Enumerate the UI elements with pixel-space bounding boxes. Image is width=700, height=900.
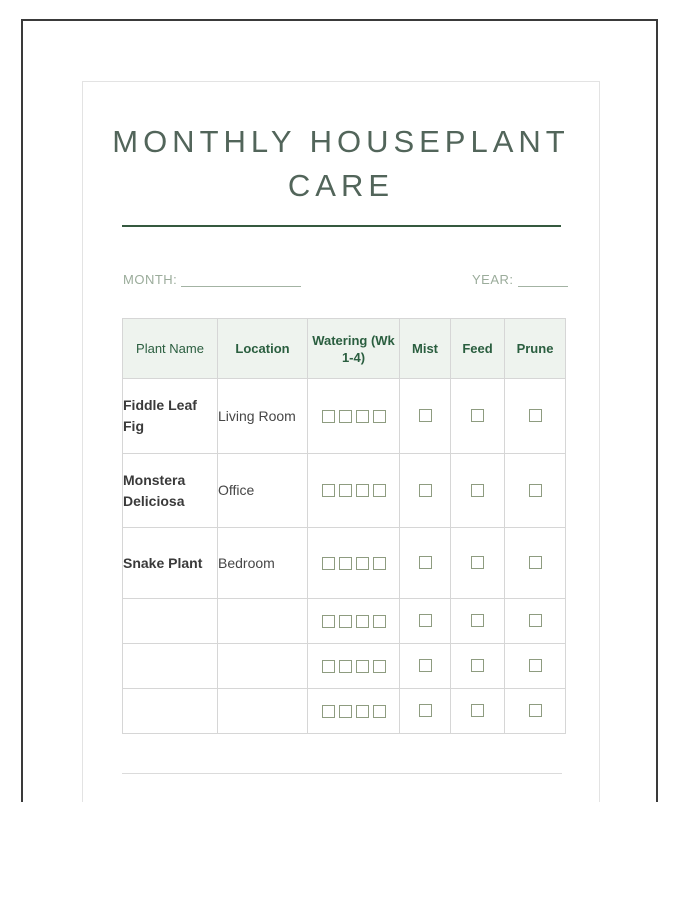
watering-cell xyxy=(308,689,400,734)
watering-week1-checkbox[interactable] xyxy=(322,557,335,570)
watering-checkbox-group xyxy=(308,660,399,673)
plant-name-cell[interactable]: Monstera Deliciosa xyxy=(123,454,218,528)
watering-week3-checkbox[interactable] xyxy=(356,705,369,718)
mist-cell xyxy=(400,644,451,689)
watering-cell xyxy=(308,379,400,454)
header-watering: Watering (Wk 1-4) xyxy=(308,319,400,379)
bottom-divider xyxy=(122,773,562,774)
plant-name-cell[interactable] xyxy=(123,689,218,734)
watering-cell xyxy=(308,599,400,644)
watering-week4-checkbox[interactable] xyxy=(373,615,386,628)
title-divider xyxy=(122,225,561,227)
watering-checkbox-group xyxy=(308,484,399,497)
location-cell[interactable]: Office xyxy=(218,454,308,528)
mist-checkbox[interactable] xyxy=(419,659,432,672)
year-field xyxy=(472,271,568,287)
feed-cell xyxy=(451,644,505,689)
watering-week2-checkbox[interactable] xyxy=(339,705,352,718)
prune-cell xyxy=(505,689,566,734)
watering-week1-checkbox[interactable] xyxy=(322,660,335,673)
header-mist: Mist xyxy=(400,319,451,379)
plant-name-cell[interactable]: Fiddle Leaf Fig xyxy=(123,379,218,454)
watering-week1-checkbox[interactable] xyxy=(322,705,335,718)
table-header-row xyxy=(123,319,566,379)
watering-week1-checkbox[interactable] xyxy=(322,484,335,497)
header-prune: Prune xyxy=(505,319,566,379)
location-cell[interactable] xyxy=(218,599,308,644)
feed-cell xyxy=(451,454,505,528)
table-row xyxy=(123,528,566,599)
watering-week2-checkbox[interactable] xyxy=(339,484,352,497)
watering-week1-checkbox[interactable] xyxy=(322,410,335,423)
feed-cell xyxy=(451,379,505,454)
prune-checkbox[interactable] xyxy=(529,659,542,672)
feed-cell xyxy=(451,528,505,599)
location-cell[interactable] xyxy=(218,689,308,734)
watering-week3-checkbox[interactable] xyxy=(356,557,369,570)
plant-name-cell[interactable]: Snake Plant xyxy=(123,528,218,599)
mist-cell xyxy=(400,528,451,599)
mist-cell xyxy=(400,599,451,644)
watering-checkbox-group xyxy=(308,705,399,718)
mist-checkbox[interactable] xyxy=(419,409,432,422)
watering-cell xyxy=(308,528,400,599)
watering-checkbox-group xyxy=(308,615,399,628)
prune-checkbox[interactable] xyxy=(529,556,542,569)
feed-checkbox[interactable] xyxy=(471,704,484,717)
mist-checkbox[interactable] xyxy=(419,556,432,569)
feed-cell xyxy=(451,599,505,644)
location-cell[interactable] xyxy=(218,644,308,689)
prune-cell xyxy=(505,454,566,528)
mist-cell xyxy=(400,379,451,454)
prune-cell xyxy=(505,599,566,644)
watering-week2-checkbox[interactable] xyxy=(339,410,352,423)
prune-cell xyxy=(505,644,566,689)
watering-cell xyxy=(308,454,400,528)
page-title-line1: MONTHLY HOUSEPLANT xyxy=(112,124,570,159)
watering-week4-checkbox[interactable] xyxy=(373,660,386,673)
table-row xyxy=(123,454,566,528)
mist-cell xyxy=(400,454,451,528)
watering-week2-checkbox[interactable] xyxy=(339,557,352,570)
prune-checkbox[interactable] xyxy=(529,704,542,717)
prune-checkbox[interactable] xyxy=(529,409,542,422)
table-row xyxy=(123,644,566,689)
mist-checkbox[interactable] xyxy=(419,484,432,497)
watering-week3-checkbox[interactable] xyxy=(356,484,369,497)
watering-week1-checkbox[interactable] xyxy=(322,615,335,628)
year-label: YEAR: xyxy=(472,272,514,287)
header-plant-name: Plant Name xyxy=(123,319,218,379)
table-row xyxy=(123,599,566,644)
mist-checkbox[interactable] xyxy=(419,704,432,717)
feed-checkbox[interactable] xyxy=(471,556,484,569)
watering-week2-checkbox[interactable] xyxy=(339,615,352,628)
header-location: Location xyxy=(218,319,308,379)
watering-week3-checkbox[interactable] xyxy=(356,660,369,673)
location-cell[interactable]: Bedroom xyxy=(218,528,308,599)
month-label: MONTH: xyxy=(123,272,178,287)
watering-week2-checkbox[interactable] xyxy=(339,660,352,673)
location-cell[interactable]: Living Room xyxy=(218,379,308,454)
page-title xyxy=(82,120,600,208)
watering-week3-checkbox[interactable] xyxy=(356,410,369,423)
year-fill-line[interactable] xyxy=(518,271,568,287)
feed-checkbox[interactable] xyxy=(471,614,484,627)
prune-cell xyxy=(505,379,566,454)
table-row xyxy=(123,689,566,734)
plant-name-cell[interactable] xyxy=(123,599,218,644)
watering-cell xyxy=(308,644,400,689)
plant-care-table xyxy=(122,318,566,734)
watering-week4-checkbox[interactable] xyxy=(373,484,386,497)
feed-cell xyxy=(451,689,505,734)
mist-checkbox[interactable] xyxy=(419,614,432,627)
mist-cell xyxy=(400,689,451,734)
watering-week4-checkbox[interactable] xyxy=(373,557,386,570)
month-field xyxy=(123,271,301,287)
watering-week4-checkbox[interactable] xyxy=(373,705,386,718)
table-row xyxy=(123,379,566,454)
plant-name-cell[interactable] xyxy=(123,644,218,689)
feed-checkbox[interactable] xyxy=(471,659,484,672)
watering-week4-checkbox[interactable] xyxy=(373,410,386,423)
page-title-line2: CARE xyxy=(287,168,395,203)
watering-checkbox-group xyxy=(308,557,399,570)
month-fill-line[interactable] xyxy=(181,271,301,287)
prune-checkbox[interactable] xyxy=(529,484,542,497)
prune-checkbox[interactable] xyxy=(529,614,542,627)
header-feed: Feed xyxy=(451,319,505,379)
watering-checkbox-group xyxy=(308,410,399,423)
watering-week3-checkbox[interactable] xyxy=(356,615,369,628)
feed-checkbox[interactable] xyxy=(471,484,484,497)
prune-cell xyxy=(505,528,566,599)
feed-checkbox[interactable] xyxy=(471,409,484,422)
